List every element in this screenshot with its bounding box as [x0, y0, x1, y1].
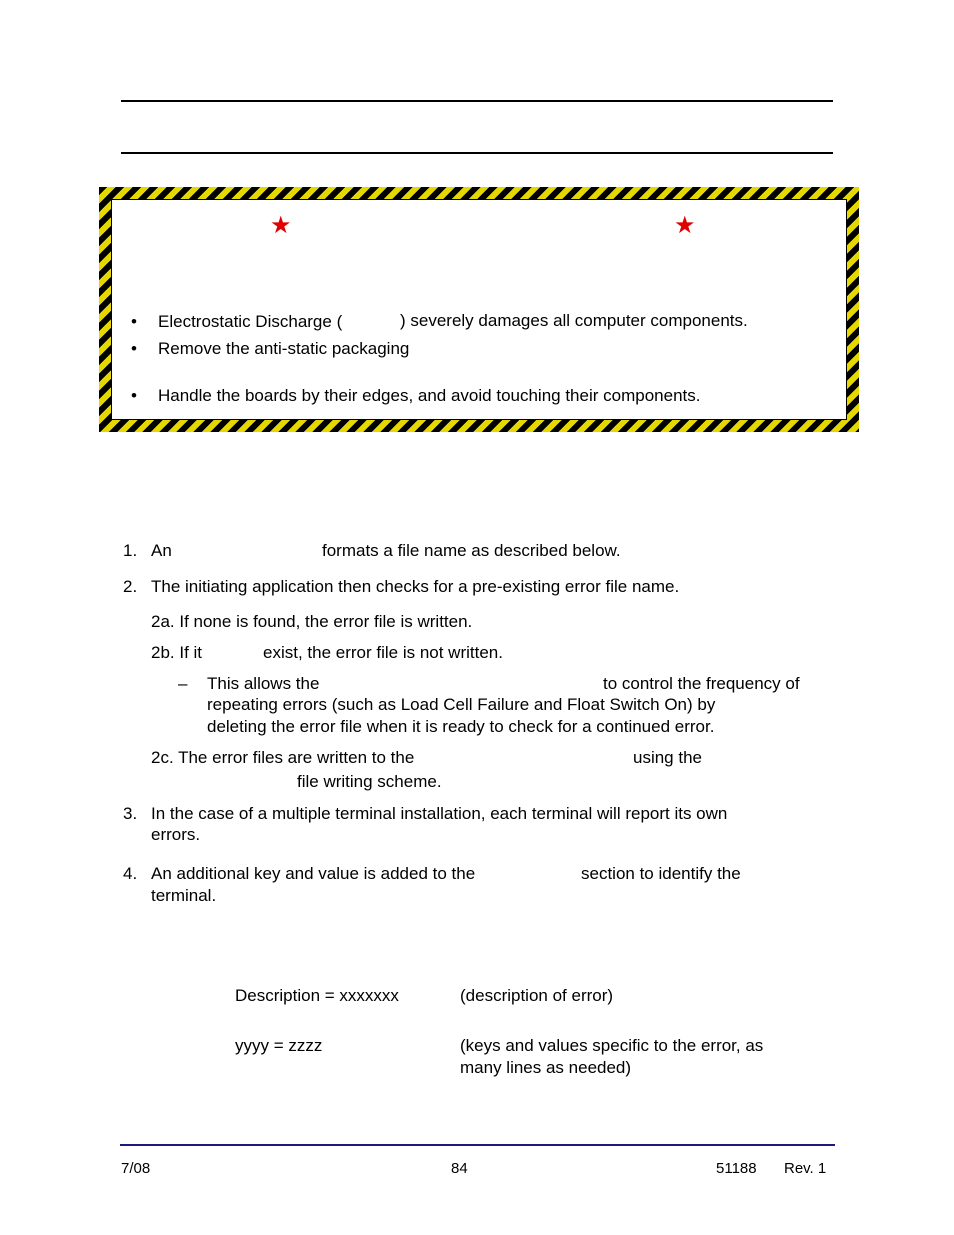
substep-text: 2c. The error files are written to the — [151, 748, 415, 767]
dash-text: deleting the error file when it is ready to check for a continued error. — [207, 717, 715, 736]
key-description: many lines as needed) — [460, 1058, 632, 1077]
bullet-icon: • — [131, 386, 137, 405]
step-number: 4. — [123, 864, 138, 883]
dash-text: to control the frequency of — [603, 674, 800, 693]
dash-text: This allows the — [207, 674, 320, 693]
key-description: (keys and values specific to the error, as — [460, 1036, 764, 1055]
bullet-text: Electrostatic Discharge ( — [158, 312, 343, 331]
step-text: section to identify the — [581, 864, 741, 883]
step-number: 1. — [123, 541, 138, 560]
star-icon: ★ — [674, 211, 696, 239]
key-description: (description of error) — [460, 986, 614, 1005]
bullet-icon: • — [131, 312, 137, 331]
substep-text: using the — [633, 748, 702, 767]
bullet-text: Handle the boards by their edges, and avoid touching their components. — [158, 386, 701, 405]
bullet-text-cont: ) severely damages all computer components. — [400, 311, 748, 330]
footer-rule — [120, 1144, 835, 1146]
step-text: formats a file name as described below. — [322, 541, 621, 560]
header-rule-top — [121, 100, 833, 102]
substep-text: file writing scheme. — [297, 772, 442, 791]
step-text: terminal. — [151, 886, 217, 905]
footer-date: 7/08 — [121, 1160, 151, 1177]
revision: Rev. 1 — [784, 1160, 827, 1177]
step-text: An — [151, 541, 172, 560]
substep-text: 2a. If none is found, the error file is written. — [151, 612, 473, 631]
dash-text: repeating errors (such as Load Cell Failure and Float Switch On) by — [207, 695, 716, 714]
step-text: errors. — [151, 825, 201, 844]
substep-text: 2b. If it — [151, 643, 203, 662]
page-number: 84 — [451, 1160, 468, 1177]
bullet-icon: • — [131, 339, 137, 358]
step-text: In the case of a multiple terminal installation, each terminal will report its own — [151, 804, 728, 823]
document-number: 51188 — [716, 1160, 757, 1177]
substep-text: exist, the error file is not written. — [263, 643, 503, 662]
step-number: 2. — [123, 577, 138, 596]
bullet-text: Remove the anti-static packaging — [158, 339, 410, 358]
key-line: Description = xxxxxxx — [235, 986, 399, 1005]
step-number: 3. — [123, 804, 138, 823]
step-text: An additional key and value is added to the — [151, 864, 476, 883]
header-rule-bottom — [121, 152, 833, 154]
star-icon: ★ — [270, 211, 292, 239]
step-text: The initiating application then checks for a pre-existing error file name. — [151, 577, 680, 596]
key-line: yyyy = zzzz — [235, 1036, 323, 1055]
dash-icon: – — [178, 674, 188, 693]
